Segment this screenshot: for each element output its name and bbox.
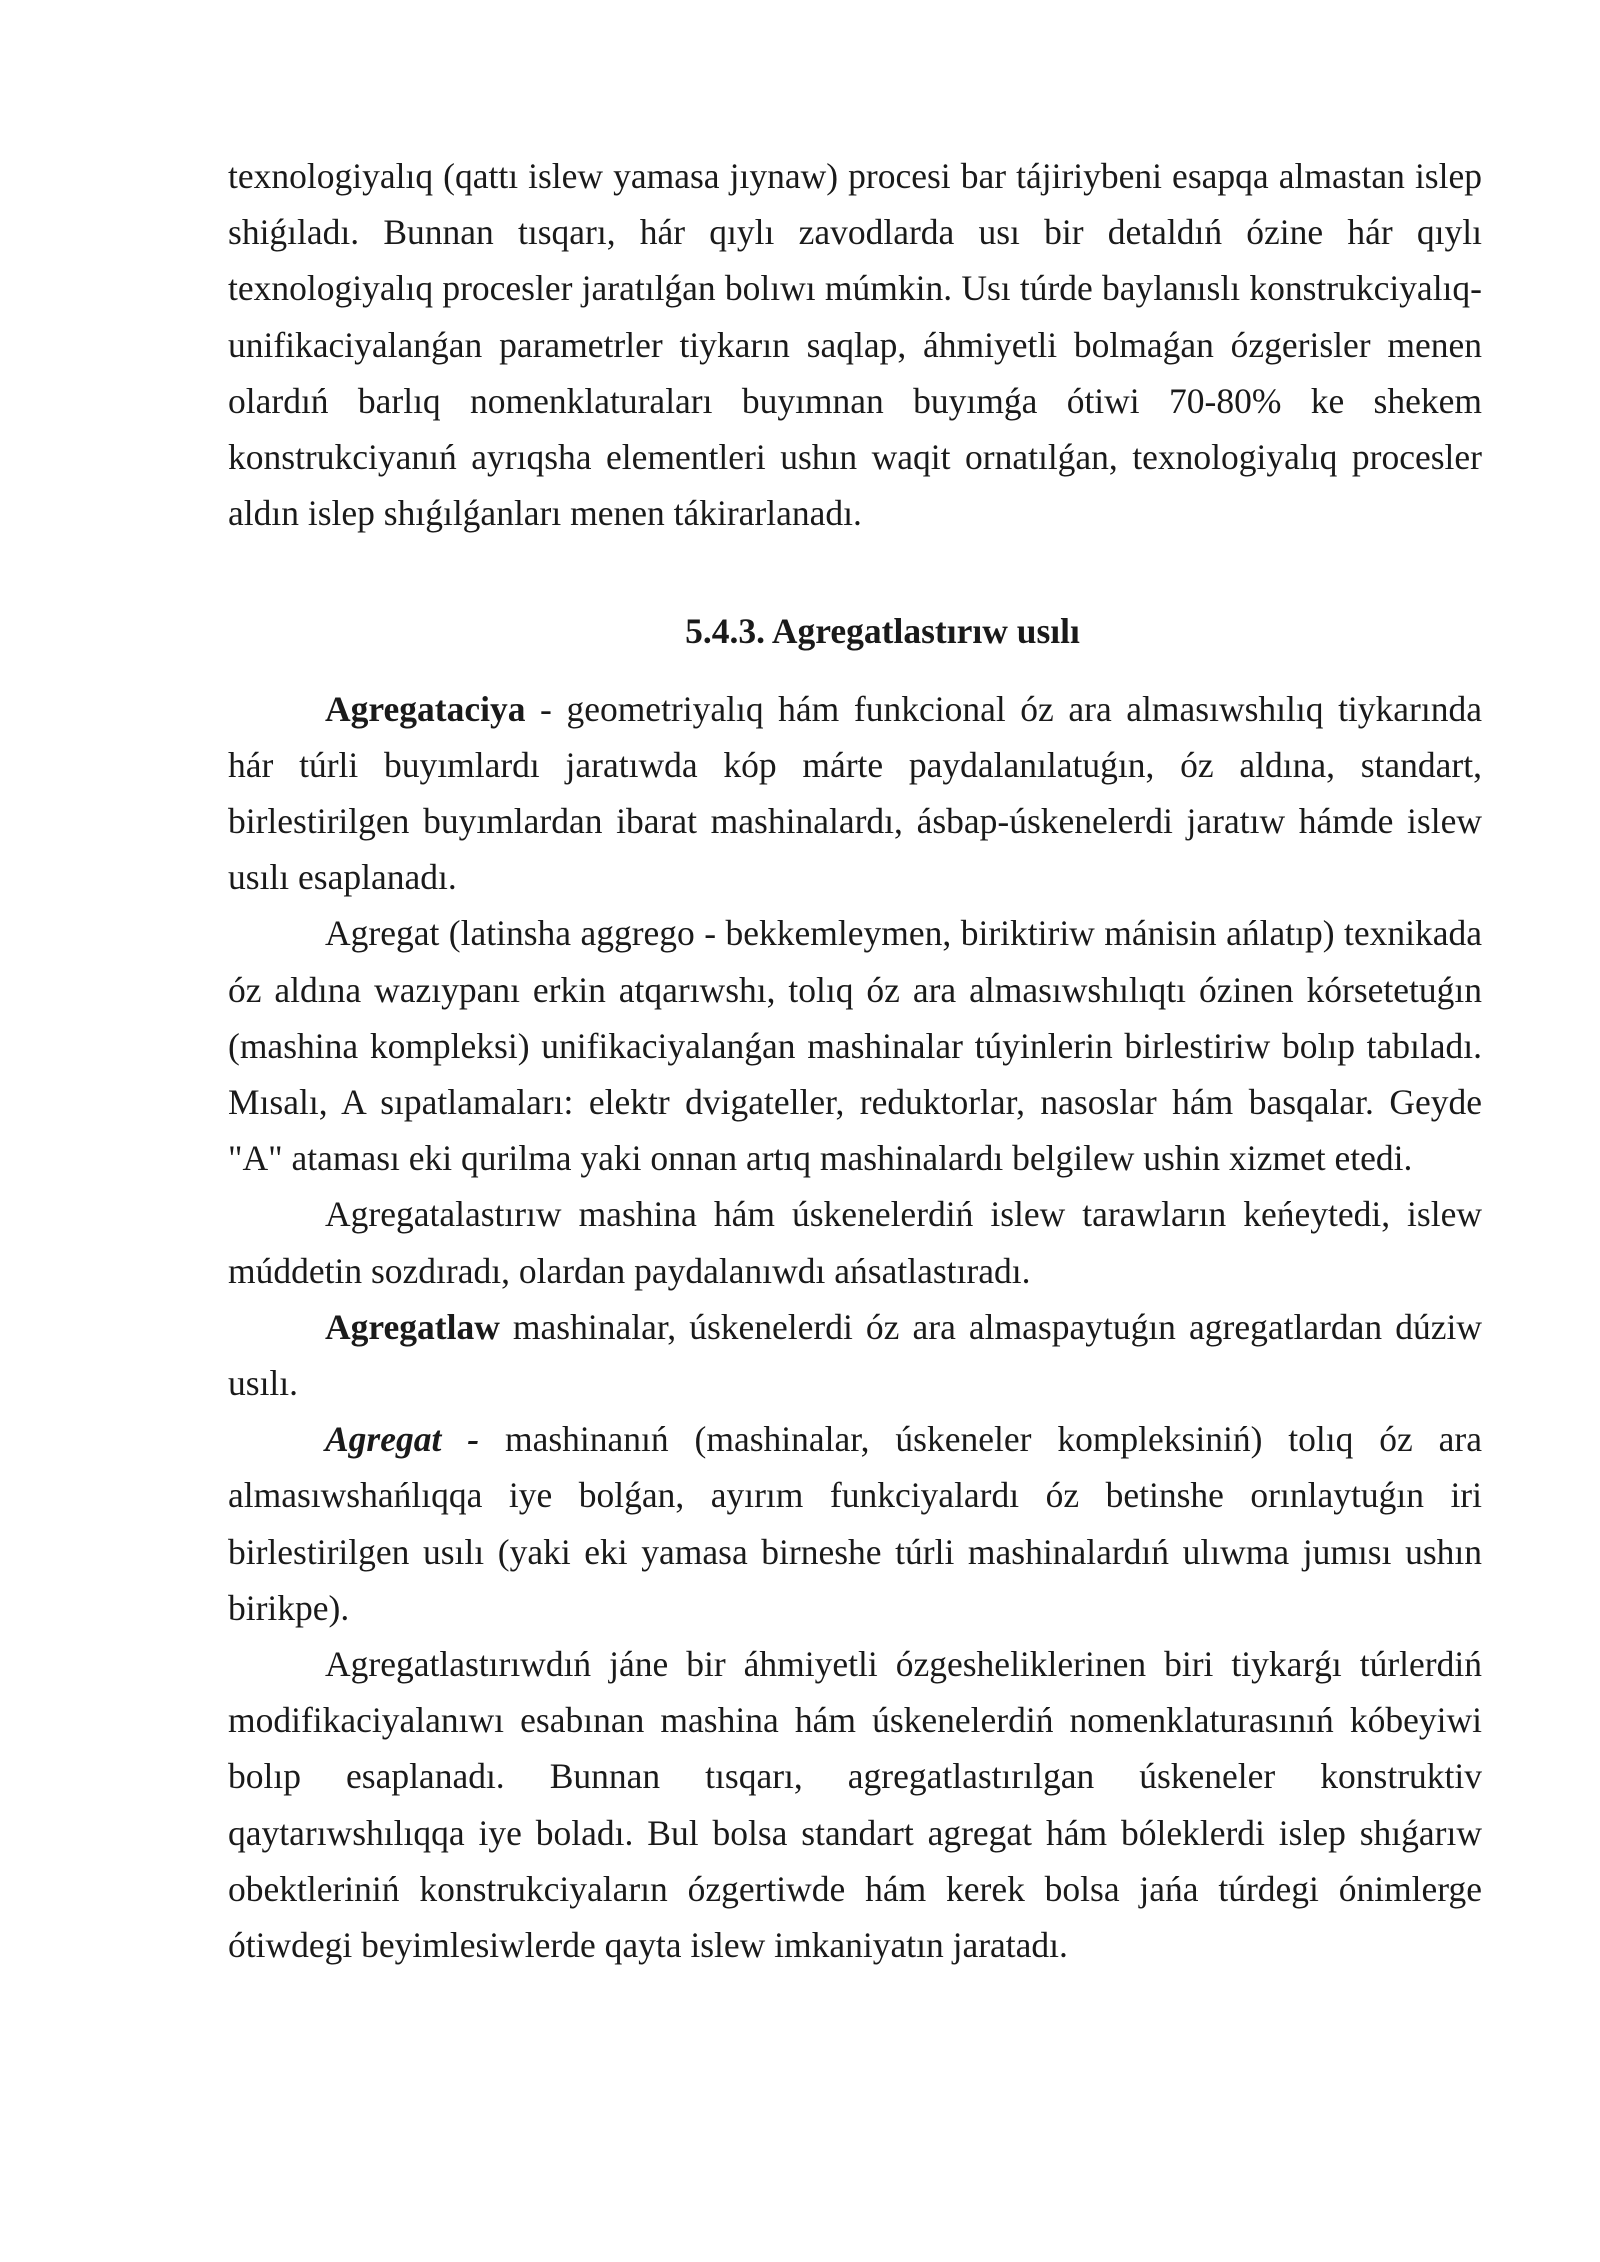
paragraph-agregatlaw-definition (228, 1299, 1482, 1411)
definition-text: mashinanıń (mashinalar, úskeneler kompleksiniń) tolıq óz ara almasıwshańlıqqa iye bolǵan, ayırım funkciyalardı óz betinshe orınlaytuǵın iri birlestirilgen usılı (yaki eki yamasa birneshe túrli mashinalardıń ulıwma jumısı ushın birikpe). (228, 1419, 1482, 1628)
paragraph-agregatlastiriw-features: Agregatlastırıwdıń jáne bir áhmiyetli ózgesheliklerinen biri tiykarǵı túrlerdiń modifikaciyalanıwı esabınan mashina hám úskenelerdiń nomenklaturasınıń kóbeyiwi bolıp esaplanadı. Bunnan tısqarı, agregatlastırılgan úskeneler konstruktiv qaytarıwshılıqqa iye boladı. Bul bolsa standart agregat hám bóleklerdi islep shıǵarıw obektleriniń konstrukciyaların ózgertiwde hám kerek bolsa jańa túrdegi ónimlerge ótiwdegi beyimlesiwlerde qayta islew imkaniyatın jaratadı. (228, 1644, 1482, 1966)
section-heading: 5.4.3. Agregatlastırıw usılı (685, 611, 1080, 652)
document-page (228, 148, 1482, 1973)
definition-text: mashinalar, úskenelerdi óz ara almaspaytuǵın agregatlardan dúziw usılı. (228, 1306, 1482, 1404)
paragraph-agregat-etymology: Agregat (latinsha aggrego - bekkemleymen, biriktiriw mánisin ańlatıp) texnikada óz aldına wazıypanı erkin atqarıwshı, tolıq óz ara almasıwshılıqtı ózinen kórsetetuǵın (mashina kompleksi) unifikaciyalanǵan mashinalar túyinlerin birlestiriw bolıp tabıladı. Mısalı, A sıpatlamaları: elektr dvigateller, reduktorlar, nasoslar hám basqalar. Geyde "A" ataması eki qurilma yaki onnan artıq mashinalardı belgilew ushin xizmet etedi. (228, 913, 1482, 1179)
definition-text: - geometriyalıq hám funkcional óz ara almasıwshılıq tiykarında hár túrli buyımlardı jaratıwda kóp márte paydalanılatuǵın, óz aldına, standart, birlestirilgen buyımlardan ibarat mashinalardı, ásbap-úskenelerdi jaratıw hámde islew usılı esaplanadı. (228, 688, 1482, 898)
paragraph-continuation: texnologiyalıq (qattı islew yamasa jıynaw) procesi bar tájiriybeni esapqa almastan islep shiǵıladı. Bunnan tısqarı, hár qıylı zavodlarda usı bir detaldıń ózine hár qıylı texnologiyalıq procesler jaratılǵan bolıwı múmkin. Usı túrde baylanıslı konstrukciyalıq-unifikaciyalanǵan parametrler tiykarın saqlap, áhmiyetli bolmaǵan ózgerisler menen olardıń barlıq nomenklaturaları buyımnan buyımǵa ótiwi 70-80% ke shekem konstrukciyanıń ayrıqsha elementleri ushın waqit ornatılǵan, texnologiyalıq procesler aldın islep shıǵılǵanları menen tákirarlanadı. (228, 156, 1482, 534)
term-agregat: Agregat - (325, 1419, 480, 1460)
term-agregataciya: Agregataciya (325, 688, 526, 729)
paragraph-agregat-definition (228, 1411, 1482, 1636)
paragraph-agregataciya-definition (228, 681, 1482, 906)
term-agregatlaw: Agregatlaw (325, 1306, 500, 1347)
paragraph-agregatalastiriw: Agregatalastırıw mashina hám úskenelerdiń islew tarawların keńeytedi, islew múddetin sozdıradı, olardan paydalanıwdı ańsatlastıradı. (228, 1194, 1482, 1291)
